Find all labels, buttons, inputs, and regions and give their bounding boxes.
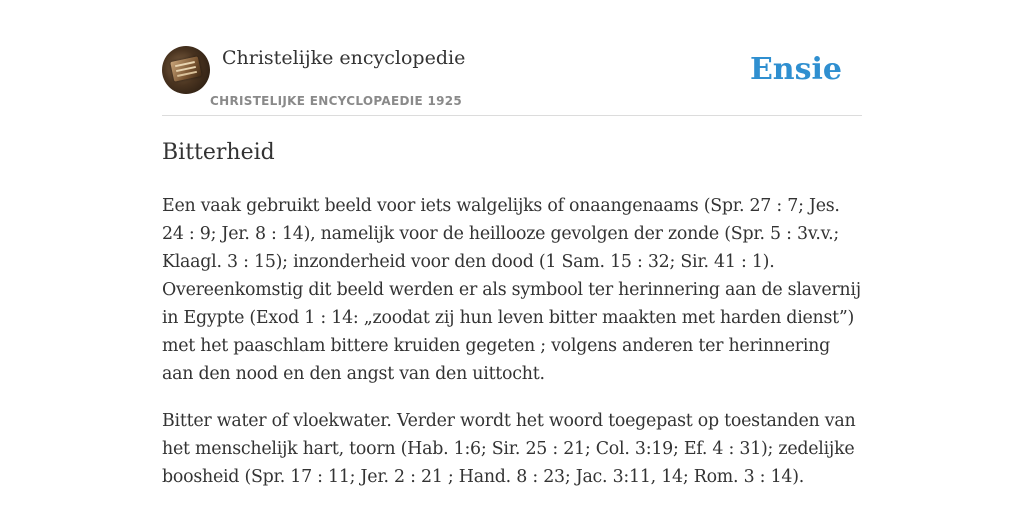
site-header bbox=[162, 46, 862, 116]
site-subtitle: CHRISTELIJKE ENCYCLOPAEDIE 1925 bbox=[210, 94, 463, 108]
article-body bbox=[162, 192, 862, 510]
article-title: Bitterheid bbox=[162, 140, 275, 165]
article-paragraph: Bitter water of vloekwater. Verder wordt het woord toegepast op toestanden van het menschelijk hart, toorn (Hab. 1:6; Sir. 25 : 21; Col. 3:19; Ef. 4 : 31); zedelijke boosheid (Spr. 17 : 11; Jer. 2 : 21 ; Hand. 8 : 23; Jac. 3:11, 14; Rom. 3 : 14). bbox=[162, 411, 856, 487]
ensie-logo-link[interactable]: Ensie bbox=[749, 52, 842, 87]
book-image-icon bbox=[170, 56, 202, 81]
article-paragraph: Een vaak gebruikt beeld voor iets walgelijks of onaangenaams (Spr. 27 : 7; Jes. 24 : 9; Jer. 8 : 14), namelijk voor de heillooze gevolgen der zonde (Spr. 5 : 3v.v.; Klaagl. 3 : 15); inzonderheid voor den dood (1 Sam. 15 : 32; Sir. 41 : 1). Overeenkomstig dit beeld werden er als symbool ter herinnering aan de slavernij in Egypte (Exod 1 : 14: „zoodat zij hun leven bitter maakten met harden dienst”) met het paaschlam bittere kruiden gegeten ; volgens anderen ter herinnering aan den nood en den angst van den uittocht. bbox=[162, 196, 861, 384]
site-title[interactable]: Christelijke encyclopedie bbox=[222, 47, 466, 69]
encyclopedia-avatar[interactable] bbox=[162, 46, 210, 94]
